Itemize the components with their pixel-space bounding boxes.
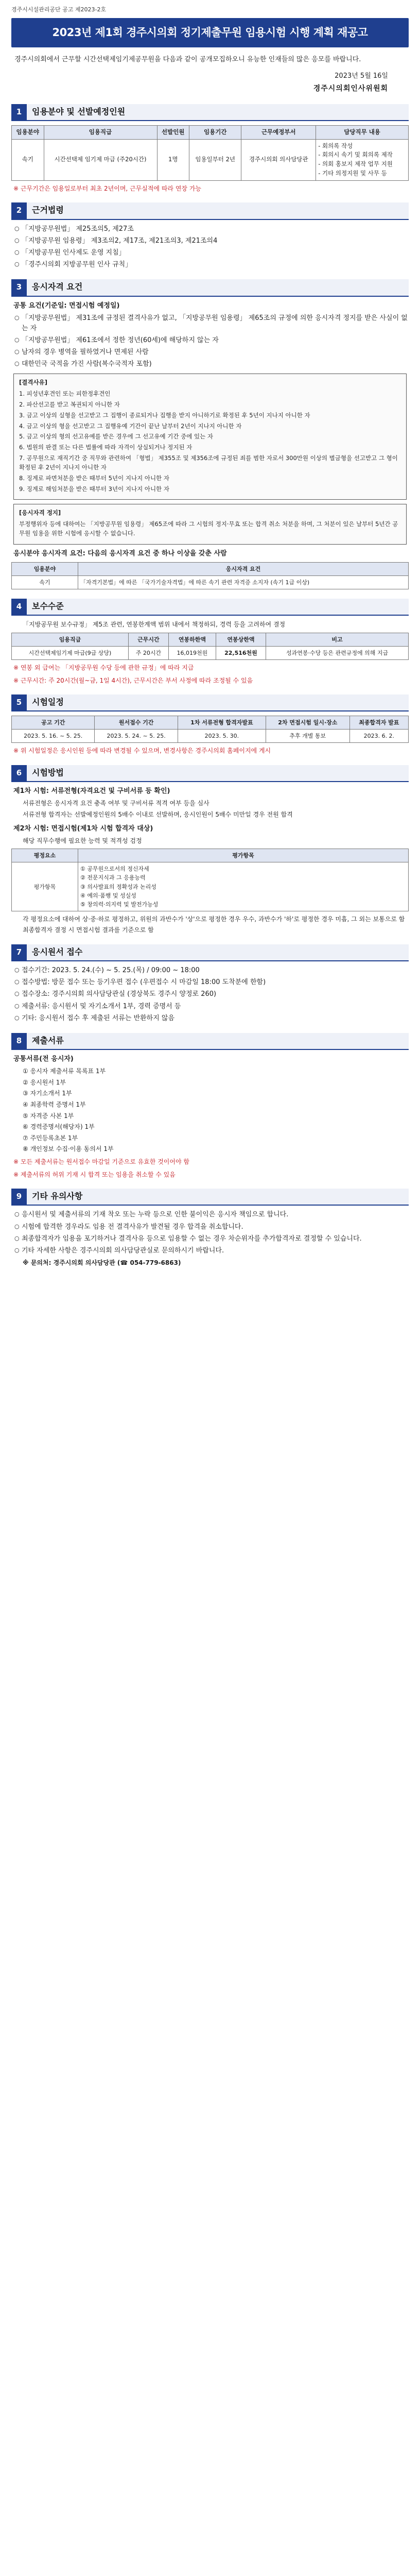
exam-line: 최종합격자 결정 시 면접시험 결과를 기준으로 함 (23, 926, 154, 934)
exam-line: 각 평정요소에 대하여 상·중·하로 평정하고, 위원의 과반수가 '상'으로 평정한 경우 우수, 과반수가 '하'로 평정한 경우 미흡, 그 외는 보통으로 함 (23, 915, 405, 923)
salary-lead: 「지방공무원 보수규정」 제5조 관련, 연봉한계액 범위 내에서 책정하되, 경력 등을 고려하여 결정 (23, 621, 286, 629)
table-header: 임용기간 (189, 125, 241, 139)
disqualification-box (13, 374, 407, 500)
table-cell: 경주시의회 의사담당관 (241, 139, 316, 180)
eval-items-cell (78, 862, 409, 911)
section-legal-basis (11, 202, 409, 270)
section-header (11, 104, 409, 121)
table-header-row (12, 562, 409, 575)
suspension-box (13, 504, 407, 544)
notes-list (14, 1210, 409, 1256)
section-title: 시험방법 (27, 765, 409, 781)
table-header: 비고 (266, 633, 409, 646)
section-number: 3 (11, 279, 27, 295)
table-cell: 2023. 5. 30. (178, 730, 266, 743)
section-number: 9 (11, 1189, 27, 1205)
table-header-row (12, 125, 409, 139)
table-header: 평정요소 (12, 849, 78, 862)
positions-note: ※ 근무기간은 임용일로부터 최초 2년이며, 근무실적에 따라 연장 가능 (13, 184, 202, 192)
document-item: ⑥ 경력증명서(해당자) 1부 (23, 1123, 95, 1131)
table-header-row (12, 849, 409, 862)
notice-number: 경주시시설관리공단 공고 제2023-2호 (11, 6, 107, 13)
second-exam-title: 제2차 시험: 면접시험(제1차 시험 합격자 대상) (13, 824, 153, 833)
table-cell: 2023. 6. 2. (349, 730, 408, 743)
contact-line: ※ 문의처: 경주시의회 의사담당관 (☎ 054-779-6863) (23, 1259, 181, 1266)
table-header: 원서접수 기간 (95, 716, 178, 730)
section-title: 보수수준 (27, 599, 409, 615)
table-cell: 속기 (12, 139, 44, 180)
list-item: ○ 「지방공무원 임용령」 제3조의2, 제17조, 제21조의3, 제21조의4 (14, 236, 409, 246)
box-line: 4. 금고 이상의 형을 선고받고 그 집행유예 기간이 끝난 날부터 2년이 지나지 아니한 자 (19, 422, 242, 430)
section-header (11, 202, 409, 219)
table-header: 임용직급 (44, 125, 157, 139)
section-number: 1 (11, 104, 27, 120)
section-number: 2 (11, 202, 27, 218)
section-schedule (11, 694, 409, 756)
table-header: 2차 면접시험 일시·장소 (266, 716, 349, 730)
documents-lead: 공통서류(전 응시자) (13, 1055, 74, 1063)
box-line: 3. 금고 이상의 실형을 선고받고 그 집행이 종료되거나 집행을 받지 아니하기로 확정된 후 5년이 지나지 아니한 자 (19, 411, 310, 419)
list-item: ○ 최종합격자가 임용을 포기하거나 결격사유 등으로 임용할 수 없는 경우 차순위자를 추가합격자로 결정할 수 있습니다. (14, 1234, 409, 1244)
section-header (11, 279, 409, 296)
section-salary (11, 599, 409, 685)
table-cell: 2023. 5. 24. ~ 5. 25. (95, 730, 178, 743)
section-number: 8 (11, 1033, 27, 1049)
box-line: 1. 피성년후견인 또는 피한정후견인 (19, 390, 111, 398)
document-item: ② 응시원서 1부 (23, 1078, 66, 1086)
documents-note: ※ 제출서류의 허위 기재 시 합격 또는 임용을 취소할 수 있음 (13, 1171, 176, 1178)
table-cell: 평가항목 (12, 862, 78, 911)
section-title: 기타 유의사항 (27, 1189, 409, 1205)
duty-line: - 기타 의정지원 및 사무 등 (318, 170, 387, 177)
salary-table (11, 633, 409, 660)
exam-line: 서류전형 합격자는 선발예정인원의 5배수 이내로 선발하며, 응시인원이 5배수 미만일 경우 전원 합격 (23, 811, 293, 819)
section-title: 시험일정 (27, 694, 409, 710)
section-application (11, 944, 409, 1024)
table-row (12, 862, 409, 911)
section-title: 응시원서 접수 (27, 944, 409, 960)
table-header: 1차 서류전형 합격자발표 (178, 716, 266, 730)
documents-note: ※ 모든 제출서류는 원서접수 마감일 기준으로 유효한 것이어야 함 (13, 1158, 189, 1165)
box-title: [결격사유] (19, 379, 47, 386)
section-number: 4 (11, 599, 27, 615)
list-item: ○ 「지방공무원 인사제도 운영 지침」 (14, 248, 409, 258)
section-exam-method (11, 765, 409, 935)
section-header (11, 599, 409, 616)
table-header-row (12, 716, 409, 730)
intro-text: 경주시의회에서 근무할 시간선택제임기제공무원을 다음과 같이 공개모집하오니 유능한 인재들의 많은 응모를 바랍니다. (14, 55, 361, 63)
qual-field-lead: 응시분야 응시자격 요건: 다음의 응시자격 요건 중 하나 이상을 갖춘 사람 (13, 549, 227, 557)
eval-item: ③ 의사발표의 정확성과 논리성 (80, 883, 156, 890)
section-header (11, 1033, 409, 1050)
eval-item: ① 공무원으로서의 정신자세 (80, 866, 149, 873)
document-title: 2023년 제1회 경주시의회 정기제출무원 임용시험 시행 계획 재공고 (11, 18, 409, 47)
exam-line: 해당 직무수행에 필요한 능력 및 적격성 검정 (23, 837, 142, 844)
table-cell: 2023. 5. 16. ~ 5. 25. (12, 730, 95, 743)
document-page (0, 0, 420, 1285)
table-header: 연봉하한액 (168, 633, 216, 646)
list-item: ○ 기타 자세한 사항은 경주시의회 의사담당관실로 문의하시기 바랍니다. (14, 1246, 409, 1256)
table-cell: 시간선택제 임기제 마급 (주20시간) (44, 139, 157, 180)
box-line: 부정행위자 등에 대하여는 「지방공무원 임용령」 제65조에 따라 그 시험의 정지·무효 또는 합격 취소 처분을 하며, 그 처분이 있은 날부터 5년간 공무원 임용을 위한 시험에 응시할 수 없습니다. (19, 520, 398, 537)
first-exam-title: 제1차 시험: 서류전형(자격요건 및 구비서류 등 확인) (13, 787, 170, 795)
table-cell: 임용일부터 2년 (189, 139, 241, 180)
table-header: 근무예정부서 (241, 125, 316, 139)
box-line: 7. 공무원으로 재직기간 중 직무와 관련하여 「형법」 제355조 및 제356조에 규정된 죄를 범한 자로서 300만원 이상의 벌금형을 선고받고 그 형이 확정된 후 2년이 지나지 아니한 자 (19, 454, 398, 471)
section-header (11, 694, 409, 711)
table-header-row (12, 633, 409, 646)
qual-list (14, 313, 409, 370)
table-header: 공고 기간 (12, 716, 95, 730)
section-title: 근거법령 (27, 202, 409, 218)
table-cell: 주 20시간 (128, 646, 168, 659)
table-cell: 속기 (12, 575, 78, 589)
qual-lead: 공통 요건(기준일: 면접시험 예정일) (13, 301, 120, 310)
application-list (14, 965, 409, 1024)
table-cell: 「자격기본법」에 따른 「국가기술자격법」에 따른 속기 관련 자격증 소지자 (속기 1급 이상) (78, 575, 409, 589)
document-item: ⑤ 자격증 사본 1부 (23, 1112, 74, 1120)
section-header (11, 1189, 409, 1206)
box-line: 6. 법원의 판결 또는 다른 법률에 따라 자격이 상실되거나 정지된 자 (19, 444, 192, 451)
section-qualifications (11, 279, 409, 589)
exam-line: 서류전형은 응시자격 요건 충족 여부 및 구비서류 적격 여부 등을 심사 (23, 800, 209, 807)
list-item: ○ 접수장소: 경주시의회 의사담당관실 (경상북도 경주시 양정로 260) (14, 989, 409, 999)
list-item: ○ 「지방공무원법」 제25조의5, 제27조 (14, 224, 409, 234)
eval-item: ④ 예의·품행 및 성실성 (80, 892, 136, 899)
section-number: 6 (11, 765, 27, 781)
positions-table (11, 125, 409, 181)
table-cell: 1명 (157, 139, 189, 180)
table-header: 임용직급 (12, 633, 129, 646)
section-title: 제출서류 (27, 1033, 409, 1049)
document-item: ⑦ 주민등록초본 1부 (23, 1134, 78, 1142)
section-positions (11, 104, 409, 194)
table-header: 근무시간 (128, 633, 168, 646)
section-notes (11, 1189, 409, 1267)
list-item: ○ 남자의 경우 병역을 필하였거나 면제된 사람 (14, 347, 409, 358)
box-title: [응시자격 정지] (19, 509, 61, 517)
schedule-note: ※ 위 시험일정은 응시인원 등에 따라 변경될 수 있으며, 변경사항은 경주시의회 홈페이지에 게시 (13, 747, 271, 755)
box-line: 9. 징계로 해임처분을 받은 때부터 3년이 지나지 아니한 자 (19, 485, 169, 493)
table-row (12, 139, 409, 180)
eval-item: ② 전문지식과 그 응용능력 (80, 874, 146, 882)
box-line: 5. 금고 이상의 형의 선고유예를 받은 경우에 그 선고유예 기간 중에 있는 자 (19, 433, 213, 440)
box-line: 2. 파산선고를 받고 복권되지 아니한 자 (19, 401, 120, 408)
section-title: 임용분야 및 선발예정인원 (27, 104, 409, 120)
table-header: 담당직무 내용 (316, 125, 409, 139)
legal-list (14, 224, 409, 270)
table-header: 응시자격 요건 (78, 562, 409, 575)
box-line: 8. 징계로 파면처분을 받은 때부터 5년이 지나지 아니한 자 (19, 474, 169, 482)
list-item: ○ 시험에 합격한 경우라도 임용 전 결격사유가 발견될 경우 합격을 취소합니다. (14, 1222, 409, 1232)
table-cell: 추후 개별 통보 (266, 730, 349, 743)
document-item: ⑧ 개인정보 수집·이용 동의서 1부 (23, 1145, 114, 1153)
document-item: ③ 자기소개서 1부 (23, 1090, 72, 1097)
document-item: ④ 최종학력 증명서 1부 (23, 1100, 86, 1108)
list-item: ○ 기타: 응시원서 접수 후 제출된 서류는 반환하지 않음 (14, 1013, 409, 1024)
salary-note: ※ 연봉 외 급여는 「지방공무원 수당 등에 관한 규정」에 따라 지급 (13, 664, 194, 671)
issuing-org: 경주시의회인사위원회 (313, 84, 388, 93)
document-item: ① 응시자 제출서류 목록표 1부 (23, 1067, 106, 1075)
table-header: 선발인원 (157, 125, 189, 139)
table-cell: 시간선택제임기제 마급(9급 상당) (12, 646, 129, 659)
duty-line: - 회의록 작성 (318, 142, 353, 149)
section-header (11, 944, 409, 961)
table-header: 최종합격자 발표 (349, 716, 408, 730)
duty-cell (316, 139, 409, 180)
eval-item: ⑤ 창의력·의지력 및 발전가능성 (80, 901, 159, 908)
list-item: ○ 「지방공무원법」 제31조에 규정된 결격사유가 없고, 「지방공무원 임용령」 제65조의 규정에 의한 응시자격 정지를 받은 사실이 없는 자 (14, 313, 409, 334)
list-item: ○ 접수방법: 방문 접수 또는 등기우편 접수 (우편접수 시 마감일 18:00 도착분에 한함) (14, 977, 409, 988)
list-item: ○ 「경주시의회 지방공무원 인사 규칙」 (14, 260, 409, 270)
duty-line: - 의회 홍보지 제작 업무 지원 (318, 160, 393, 168)
section-title: 응시자격 요건 (27, 279, 409, 295)
salary-note: ※ 근무시간: 주 20시간(월~금, 1일 4시간), 근무시간은 부서 사정에 따라 조정될 수 있음 (13, 676, 253, 684)
list-item: ○ 제출서류: 응시원서 및 자기소개서 1부, 경력 증명서 등 (14, 1002, 409, 1012)
section-number: 7 (11, 944, 27, 960)
notice-date: 2023년 5월 16일 (335, 72, 388, 80)
table-header: 평가항목 (78, 849, 409, 862)
duty-line: - 회의시 속기 및 회의록 제작 (318, 151, 393, 159)
evaluation-table (11, 849, 409, 911)
list-item: ○ 접수기간: 2023. 5. 24.(수) ~ 5. 25.(목) / 09:00 ~ 18:00 (14, 965, 409, 976)
qual-table (11, 562, 409, 589)
schedule-table (11, 716, 409, 743)
table-cell: 성과연봉·수당 등은 관련규정에 의해 지급 (266, 646, 409, 659)
section-documents (11, 1033, 409, 1179)
table-cell: 16,019천원 (168, 646, 216, 659)
table-row (12, 575, 409, 589)
section-header (11, 765, 409, 782)
table-header: 임용분야 (12, 562, 78, 575)
list-item: ○ 응시원서 및 제출서류의 기재 착오 또는 누락 등으로 인한 불이익은 응시자 책임으로 합니다. (14, 1210, 409, 1220)
table-cell: 22,516천원 (216, 646, 266, 659)
section-number: 5 (11, 694, 27, 710)
list-item: ○ 「지방공무원법」 제61조에서 정한 정년(60세)에 해당하지 않는 자 (14, 335, 409, 346)
table-header: 임용분야 (12, 125, 44, 139)
table-header: 연봉상한액 (216, 633, 266, 646)
list-item: ○ 대한민국 국적을 가진 사람(복수국적자 포함) (14, 359, 409, 369)
table-row (12, 730, 409, 743)
table-row (12, 646, 409, 659)
